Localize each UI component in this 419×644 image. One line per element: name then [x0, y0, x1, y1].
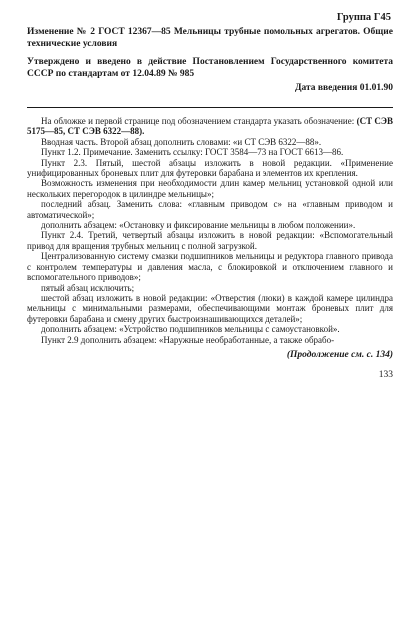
amendment-title: Изменение № 2 ГОСТ 12367—85 Мельницы трубные помольных агрегатов. Общие технические условия: [27, 27, 393, 49]
paragraph-2: Вводная часть. Второй абзац дополнить словами: «и СТ СЭВ 6322—88».: [41, 136, 322, 147]
paragraph-11: шестой абзац изложить в новой редакции: «Отверстия (люки) в каждой камере цилиндра мельницы с минимальными размерами, обеспечивающими монтаж броневых плит для футеровки барабана и смену других быстроизнашивающихся деталей»;: [27, 292, 393, 324]
effective-date: [27, 83, 393, 93]
paragraph-9: Централизованную систему смазки подшипников мельницы и редуктора главного привода с контролем температуры и давления масла, с блокировкой и отключением главного и вспомогательного приводов»;: [27, 251, 393, 283]
paragraph-12: дополнить абзацем: «Устройство подшипников мельницы с самоустановкой».: [41, 324, 340, 335]
effective-date-value: 01.01.90: [359, 83, 393, 93]
paragraph-5: Возможность изменения при необходимости длин камер мельниц установкой одной или нескольких перегородок в цилиндре мельницы»;: [27, 178, 393, 199]
paragraph-13: Пункт 2.9 дополнить абзацем: «Наружные необработанные, а также обрабо-: [41, 334, 335, 345]
approval-statement: Утверждено и введено в действие Постановлением Государственного комитета СССР по стандартам от 12.04.89 № 985: [27, 57, 393, 79]
paragraph-1-text: На обложке и первой странице под обозначением стандарта указать обозначение:: [41, 116, 355, 126]
effective-date-label: Дата введения: [294, 83, 358, 93]
paragraph-3: Пункт 1.2. Примечание. Заменить ссылку: ГОСТ 3584—73 на ГОСТ 6613—86.: [41, 147, 344, 158]
paragraph-1: [27, 116, 393, 137]
paragraph-8: Пункт 2.4. Третий, четвертый абзацы изложить в новой редакции: «Вспомогательный привод для вращения трубных мельниц с полной загрузкой.: [27, 230, 393, 251]
page-content: [27, 27, 393, 380]
continuation-note: (Продолжение см. с. 134): [286, 349, 393, 360]
paragraph-10: пятый абзац исключить;: [41, 282, 135, 293]
header-divider: [27, 107, 393, 108]
paragraph-7: дополнить абзацем: «Остановку и фиксирование мельницы в любом положении».: [41, 220, 356, 231]
paragraph-6: последний абзац. Заменить слова: «главным приводом с» на «главным приводом и автоматической»;: [27, 199, 393, 220]
paragraph-4: Пункт 2.3. Пятый, шестой абзацы изложить в новой редакции. «Применение унифицированных броневых плит для футеровки барабана и элементов их крепления.: [27, 157, 393, 179]
group-label: Группа Г45: [336, 12, 391, 23]
page-number: 133: [378, 369, 393, 380]
paragraph-1-bold: (СТ СЭВ 5175—85, СТ СЭВ 6322—88).: [27, 116, 394, 137]
